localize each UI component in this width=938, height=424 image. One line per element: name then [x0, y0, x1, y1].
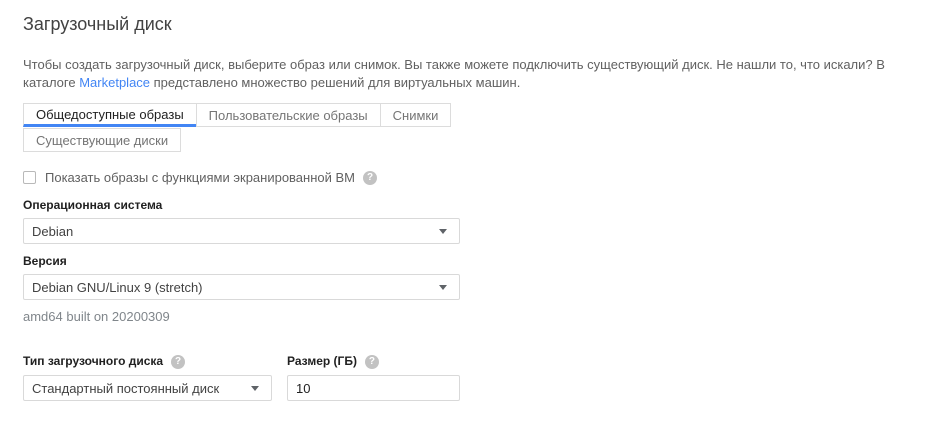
- tab-snapshots[interactable]: Снимки: [380, 103, 452, 127]
- version-select-value: Debian GNU/Linux 9 (stretch): [32, 279, 203, 295]
- image-source-tabs: [23, 103, 914, 152]
- description-text-after: представлено множество решений для виртуальных машин.: [150, 75, 521, 90]
- description-text-before: Чтобы создать загрузочный диск, выберите образ или снимок. Вы также можете подключить существующий диск. Не нашли то, что искали? В каталоге: [23, 57, 885, 90]
- marketplace-link[interactable]: Marketplace: [79, 75, 151, 90]
- version-select[interactable]: [23, 274, 460, 300]
- help-icon-shielded-vm[interactable]: ?: [363, 171, 377, 185]
- chevron-down-icon: [251, 386, 259, 391]
- disk-type-field: [23, 354, 272, 401]
- os-field: [23, 198, 914, 244]
- disk-size-field: [287, 354, 460, 401]
- disk-type-label: Тип загрузочного диска: [23, 354, 164, 368]
- version-label: Версия: [23, 254, 67, 268]
- tab-existing-disks[interactable]: Существующие диски: [23, 128, 181, 152]
- page-title: Загрузочный диск: [23, 14, 172, 34]
- tabs-row-2: [23, 128, 914, 152]
- shielded-vm-row: [23, 170, 914, 185]
- tab-custom-images[interactable]: Пользовательские образы: [196, 103, 381, 127]
- chevron-down-icon: [439, 285, 447, 290]
- version-field: [23, 254, 914, 324]
- disk-type-select-value: Стандартный постоянный диск: [32, 380, 220, 396]
- disk-type-select[interactable]: [23, 375, 272, 401]
- os-label: Операционная система: [23, 198, 163, 212]
- disk-size-label-row: [287, 354, 460, 369]
- disk-size-label: Размер (ГБ): [287, 354, 357, 368]
- disk-config-row: [23, 354, 914, 401]
- help-icon-disk-type[interactable]: ?: [171, 355, 185, 369]
- disk-size-input[interactable]: [287, 375, 460, 401]
- shielded-vm-checkbox[interactable]: [23, 171, 36, 184]
- tab-public-images[interactable]: Общедоступные образы: [23, 103, 197, 127]
- chevron-down-icon: [439, 229, 447, 234]
- description: [23, 56, 889, 92]
- shielded-vm-label[interactable]: Показать образы с функциями экранированной ВМ: [45, 170, 356, 185]
- tabs-row-1: [23, 103, 914, 127]
- disk-type-label-row: [23, 354, 272, 369]
- build-note: amd64 built on 20200309: [23, 309, 170, 324]
- os-select-value: Debian: [32, 223, 74, 239]
- help-icon-disk-size[interactable]: ?: [365, 355, 379, 369]
- os-select[interactable]: [23, 218, 460, 244]
